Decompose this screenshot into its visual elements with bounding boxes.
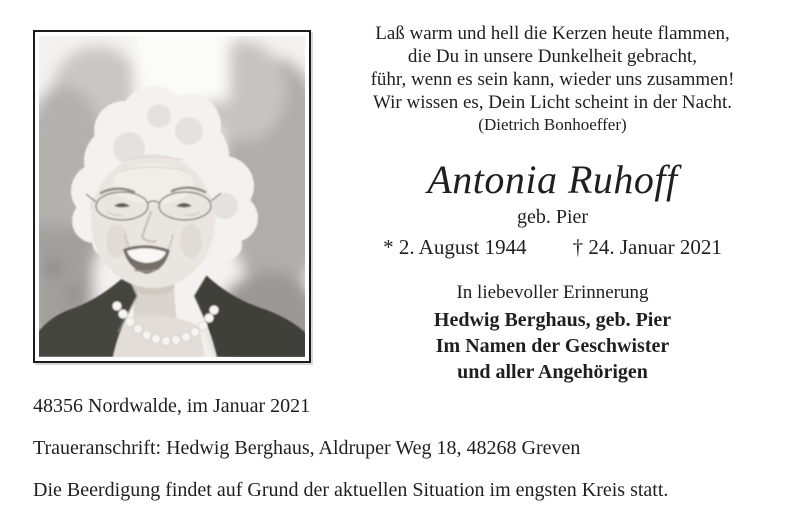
death-date: † 24. Januar 2021: [572, 235, 722, 259]
poem-line: die Du in unsere Dunkelheit gebracht,: [407, 46, 698, 67]
birth-date: * 2. August 1944: [383, 235, 527, 259]
memorial-name-line: Hedwig Berghaus, geb. Pier: [433, 309, 672, 331]
mourning-address: Traueranschrift: Hedwig Berghaus, Aldruper Weg 18, 48268 Greven: [33, 437, 581, 459]
funeral-note: Die Beerdigung findet auf Grund der aktuellen Situation im engsten Kreis statt.: [33, 479, 669, 501]
memorial-name-line: und aller Angehörigen: [457, 361, 648, 383]
announcement-column: [330, 22, 775, 385]
poem-attribution: (Dietrich Bonhoeffer): [478, 115, 627, 134]
memorial-name-line: Im Namen der Geschwister: [435, 335, 670, 357]
portrait-photo: [39, 36, 305, 357]
poem-line: Wir wissen es, Dein Licht scheint in der Nacht.: [372, 92, 733, 113]
deceased-birth-name: geb. Pier: [516, 206, 589, 228]
poem: [330, 22, 775, 136]
life-dates: [330, 234, 775, 260]
place-and-date: 48356 Nordwalde, im Januar 2021: [33, 395, 311, 417]
portrait-photo-frame: [33, 30, 311, 363]
deceased-name: Antonia Ruhoff: [427, 157, 678, 202]
poem-line: Laß warm und hell die Kerzen heute flammen,: [375, 23, 730, 44]
memorial-names: [330, 307, 775, 385]
memorial-intro: In liebevoller Erinnerung: [456, 282, 649, 303]
poem-line: führ, wenn es sein kann, wieder uns zusammen!: [370, 69, 735, 90]
